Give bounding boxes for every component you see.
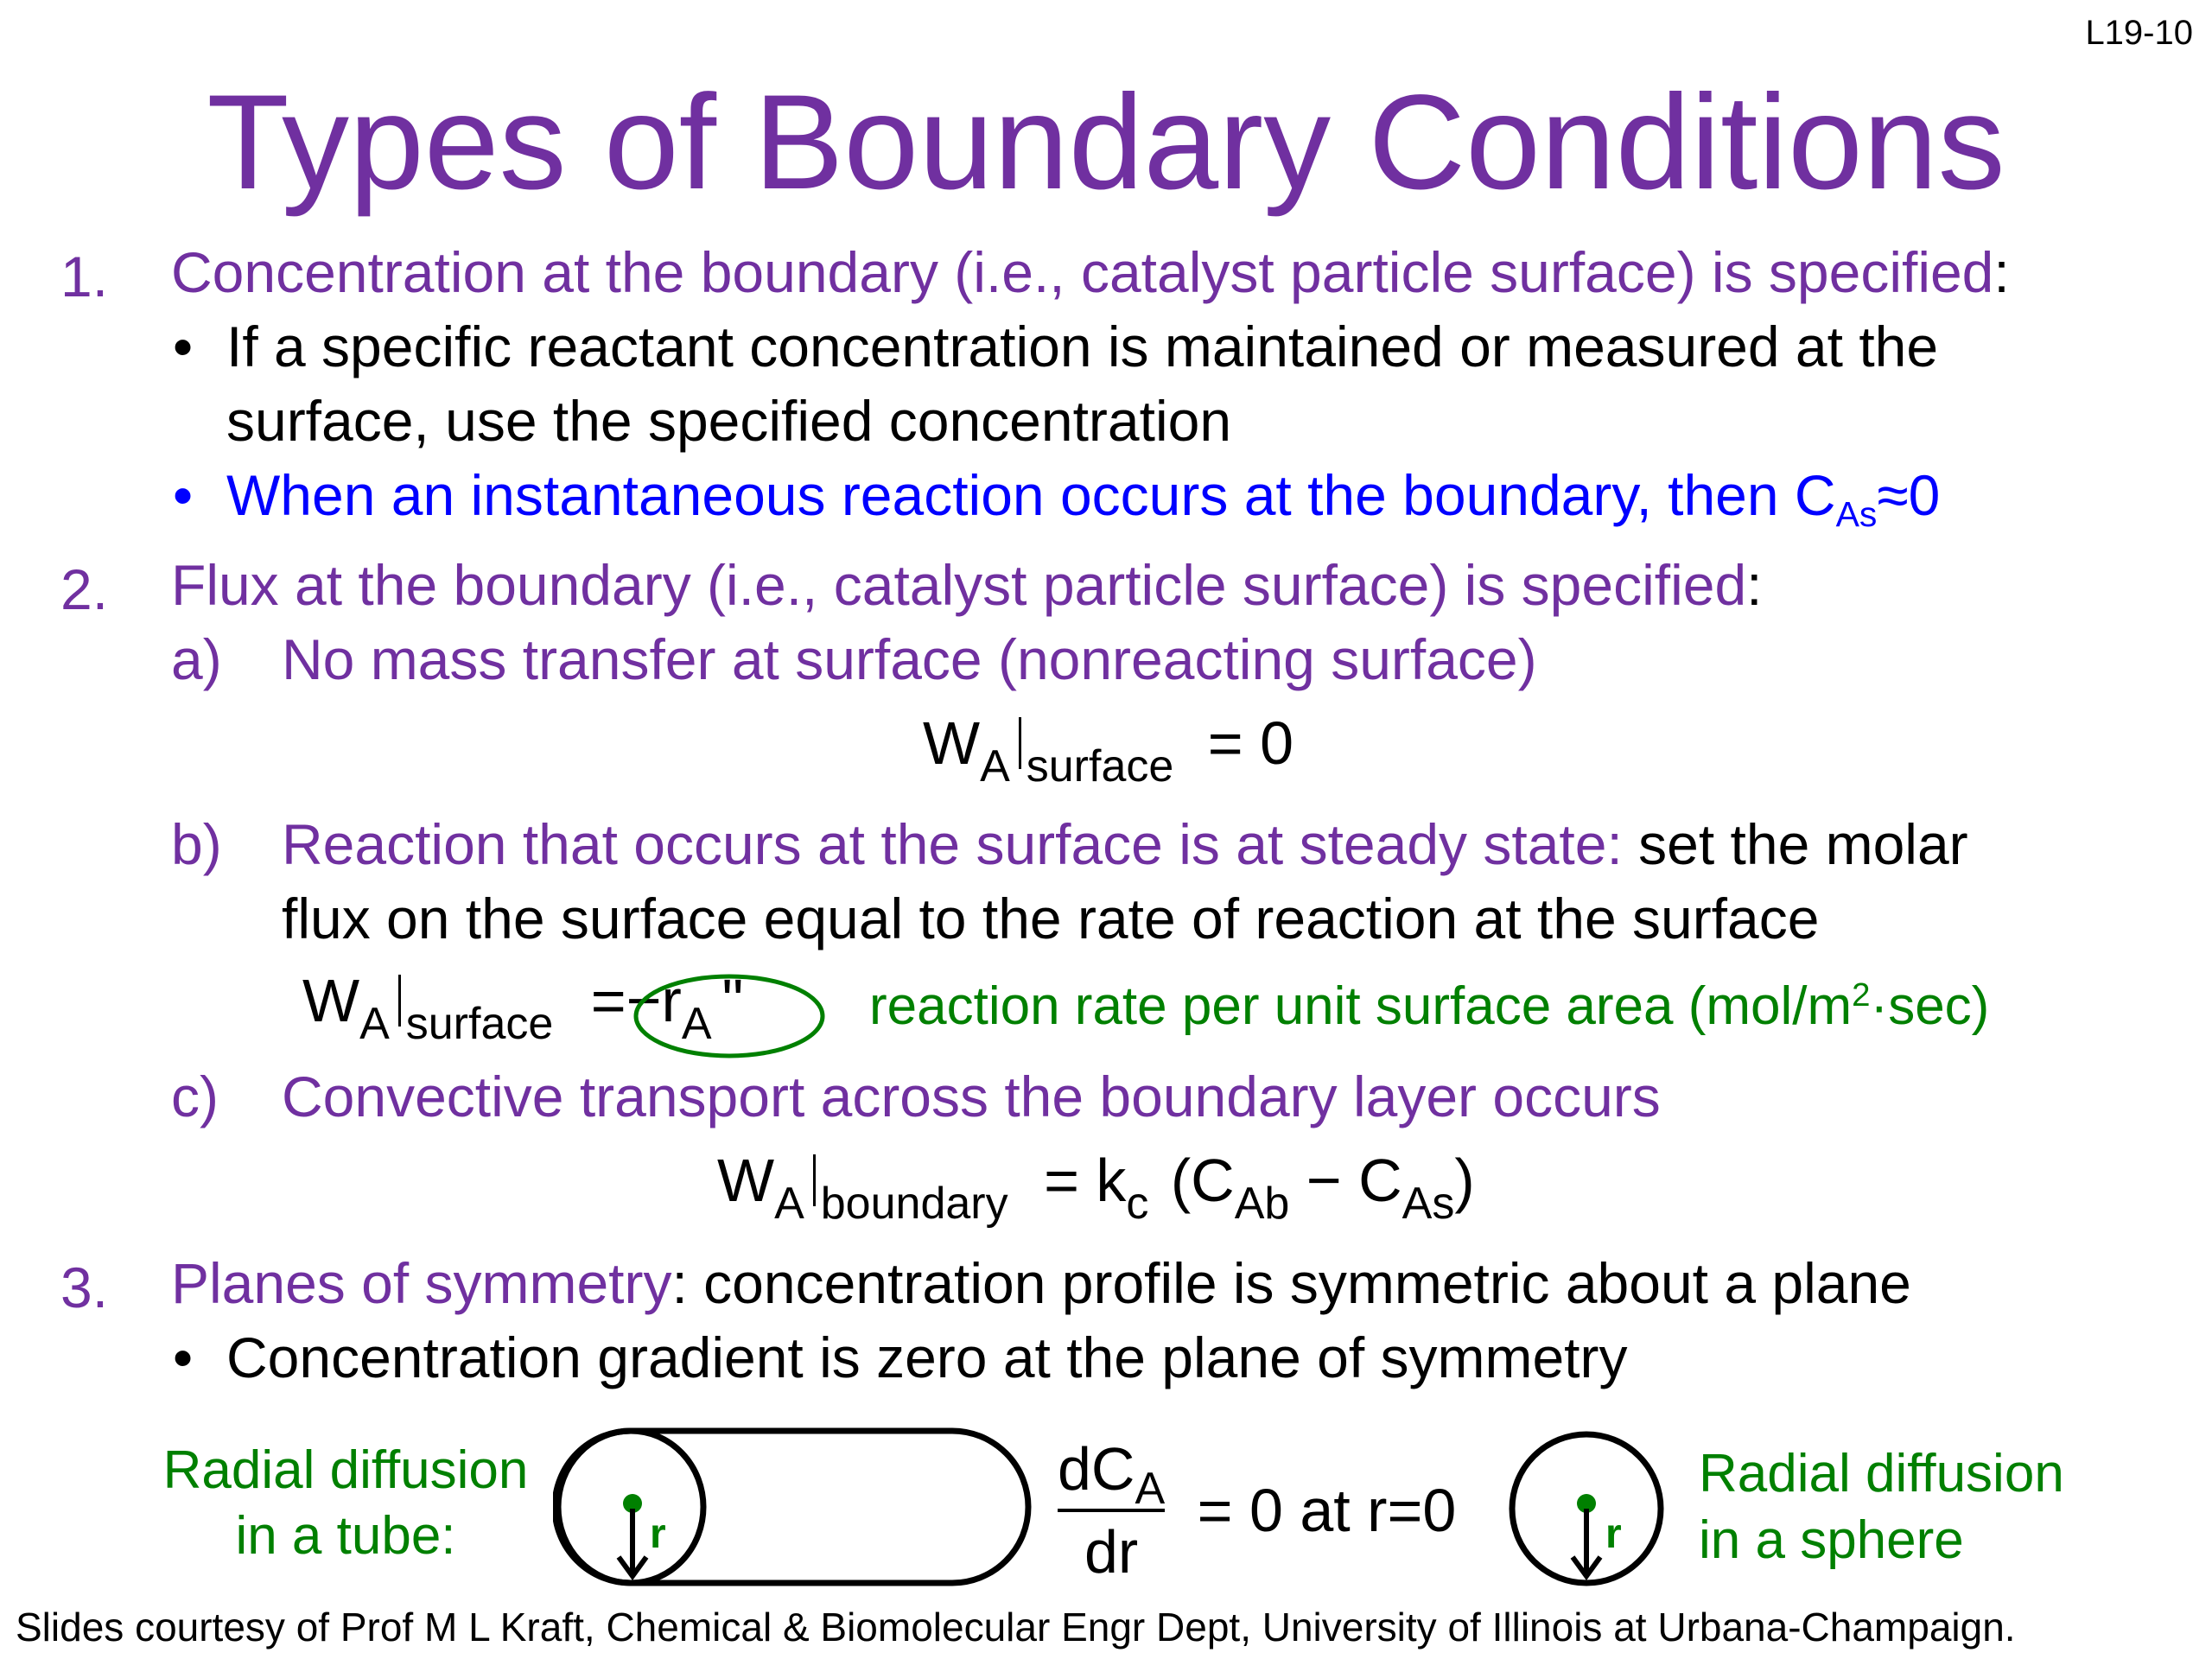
sphere-diagram: [1502, 1426, 1675, 1599]
rate-note-tail: ·sec): [1870, 976, 1990, 1036]
item-2c-label: c): [171, 1065, 219, 1128]
item-1-bullet-2: [226, 463, 1941, 535]
item-1-bullet-2-sub: As: [1835, 494, 1878, 535]
eq-c-k-sub: c: [1126, 1179, 1149, 1229]
item-2b-text-black: set the molar: [1622, 812, 1968, 876]
eq-c-rhs: = k: [1044, 1147, 1127, 1214]
sphere-label: [1699, 1441, 2064, 1574]
item-3-bullet: Concentration gradient is zero at the plane of symmetry: [226, 1325, 1628, 1389]
item-1-heading-text: Concentration at the boundary (i.e., catalyst particle surface) is specified: [171, 240, 1994, 304]
eq-b-equals: =: [590, 967, 626, 1034]
eq-b-rhs-sub: A: [681, 999, 712, 1049]
deriv-rhs: = 0 at r=0: [1197, 1477, 1457, 1544]
deriv-num-text: dC: [1058, 1435, 1135, 1503]
deriv-numerator: [1058, 1434, 1166, 1514]
item-1-bullet-2-tail: ≈0: [1877, 463, 1941, 527]
eq-c-w: W: [717, 1147, 775, 1214]
bullet-dot: •: [173, 1325, 194, 1389]
eq-a-w-sub: A: [980, 741, 1010, 791]
rate-note-sup: 2: [1852, 976, 1871, 1014]
item-2a-text: No mass transfer at surface (nonreacting surface): [282, 627, 1537, 691]
sphere-r-label: r: [1605, 1511, 1622, 1557]
eq-a-w: W: [923, 709, 981, 777]
item-1-number: 1.: [60, 245, 109, 308]
item-2b-line-1: [282, 812, 1968, 876]
eq-c-eval-sub: boundary: [820, 1179, 1008, 1229]
eval-bar: [813, 1154, 816, 1206]
eval-bar: [1019, 717, 1021, 769]
eq-c-close: ): [1454, 1147, 1475, 1214]
sphere-label-line-1: Radial diffusion: [1699, 1444, 2064, 1503]
footer-credit: Slides courtesy of Prof M L Kraft, Chemical & Biomolecular Engr Dept, University of Illinois at Urbana-Champaign.: [16, 1605, 2016, 1649]
item-3-rest: : concentration profile is symmetric about a plane: [671, 1251, 1911, 1315]
highlight-ellipse: [626, 966, 833, 1070]
eq-c-cab-sub: Ab: [1234, 1179, 1290, 1229]
item-2b-label: b): [171, 812, 222, 876]
eval-bar: [398, 975, 401, 1027]
item-3-heading: [171, 1251, 1911, 1315]
item-2-heading: [171, 553, 1763, 617]
deriv-denominator: dr: [1084, 1518, 1139, 1586]
item-2b-text-purple: Reaction that occurs at the surface is at steady state:: [282, 812, 1623, 876]
rate-note: [869, 976, 1990, 1036]
tube-label-line-1: Radial diffusion: [162, 1440, 529, 1500]
equation-c: [717, 1146, 1475, 1229]
eq-a-eval-sub: surface: [1026, 741, 1174, 791]
eq-a-rhs: = 0: [1207, 709, 1294, 777]
eq-b-w: W: [302, 967, 360, 1034]
item-2-colon: :: [1746, 553, 1763, 617]
item-2-number: 2.: [60, 557, 109, 621]
bullet-dot: •: [173, 463, 194, 527]
item-1-bullet-1-line-1: If a specific reactant concentration is maintained or measured at the: [226, 315, 1939, 378]
item-2b-line-2: flux on the surface equal to the rate of reaction at the surface: [282, 887, 1820, 950]
item-1-heading: [171, 240, 2010, 304]
eq-c-cas-sub: As: [1402, 1179, 1455, 1229]
item-1-colon: :: [1993, 240, 2010, 304]
bullet-dot: •: [173, 315, 194, 378]
item-2a-label: a): [171, 627, 222, 691]
item-2-heading-text: Flux at the boundary (i.e., catalyst particle surface) is specified: [171, 553, 1747, 617]
tube-diagram: [553, 1426, 1037, 1599]
slide-title: Types of Boundary Conditions: [207, 67, 2005, 218]
equation-a: [923, 709, 1294, 791]
item-3-heading-text: Planes of symmetry: [171, 1251, 672, 1315]
item-2c-text: Convective transport across the boundary layer occurs: [282, 1065, 1661, 1128]
tube-r-label: r: [650, 1511, 666, 1557]
derivative-equation: [1058, 1434, 1456, 1586]
item-1-bullet-2-text: When an instantaneous reaction occurs at the boundary, then C: [226, 463, 1836, 527]
eq-c-open: (C: [1170, 1147, 1235, 1214]
eq-b-eval-sub: surface: [405, 999, 554, 1049]
rate-note-text: reaction rate per unit surface area (mol/m: [869, 976, 1853, 1036]
sphere-label-line-2: in a sphere: [1699, 1510, 1964, 1570]
tube-label: [156, 1438, 536, 1568]
item-3-number: 3.: [60, 1255, 109, 1319]
slide-number: L19-10: [2085, 14, 2193, 52]
deriv-num-sub: A: [1135, 1464, 1166, 1514]
tube-label-line-2: in a tube:: [235, 1505, 456, 1566]
eq-b-rhs-tail: ": [721, 967, 744, 1034]
eq-c-w-sub: A: [774, 1179, 804, 1229]
eq-b-w-sub: A: [359, 999, 390, 1049]
item-1-bullet-1-line-2: surface, use the specified concentration: [226, 389, 1232, 453]
eq-b-rhs: −r: [626, 967, 682, 1034]
eq-c-minus: − C: [1289, 1147, 1402, 1214]
